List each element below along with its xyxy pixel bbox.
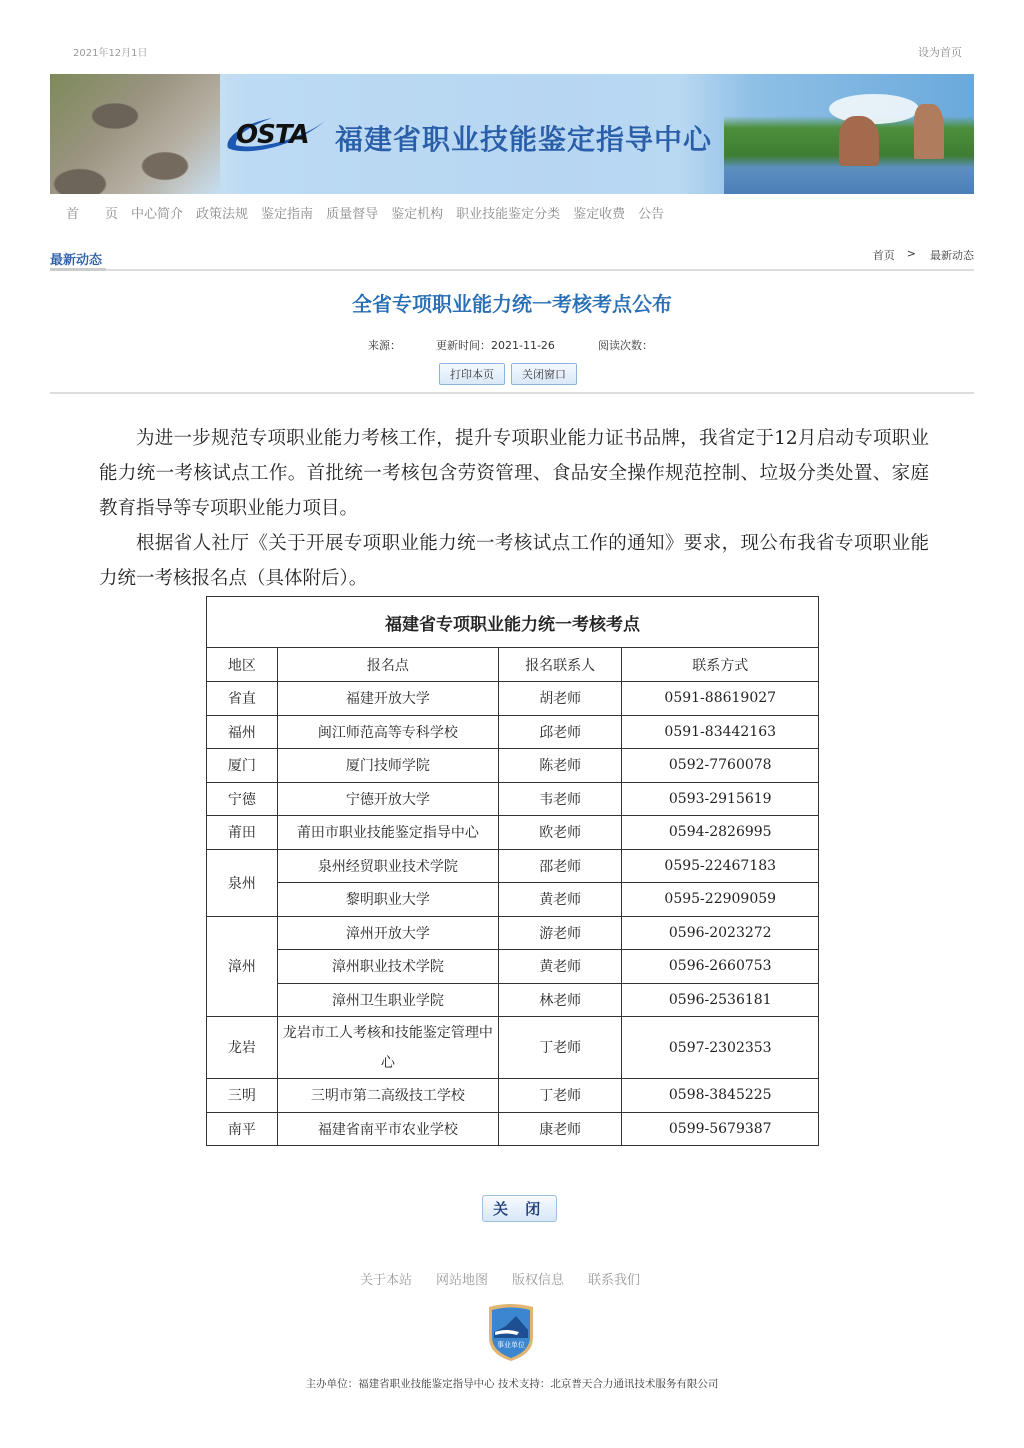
badge-text: 事业单位 bbox=[497, 1341, 525, 1349]
article-read-count: 阅读次数： bbox=[598, 339, 653, 352]
contact-cell: 黄老师 bbox=[498, 950, 622, 984]
phone-cell: 0596-2660753 bbox=[622, 950, 819, 984]
region-cell: 漳州 bbox=[207, 916, 278, 1017]
contact-cell: 康老师 bbox=[498, 1112, 622, 1146]
main-nav bbox=[66, 203, 677, 222]
phone-cell: 0596-2023272 bbox=[622, 916, 819, 950]
contact-cell: 游老师 bbox=[498, 916, 622, 950]
breadcrumb bbox=[873, 247, 974, 263]
contact-cell: 林老师 bbox=[498, 983, 622, 1017]
site-cell: 龙岩市工人考核和技能鉴定管理中心 bbox=[277, 1017, 498, 1079]
phone-cell: 0591-83442163 bbox=[622, 715, 819, 749]
nav-item-institutions[interactable]: 鉴定机构 bbox=[391, 207, 444, 222]
exam-sites-table bbox=[206, 596, 819, 1146]
osta-logo: OSTA bbox=[236, 120, 309, 150]
column-header: 联系方式 bbox=[622, 648, 819, 682]
article-paragraph: 根据省人社厅《关于开展专项职业能力统一考核试点工作的通知》要求，现公布我省专项职业能力统一考核报名点（具体附后）。 bbox=[99, 533, 929, 589]
nav-item-quality[interactable]: 质量督导 bbox=[326, 207, 379, 222]
region-cell: 龙岩 bbox=[207, 1017, 278, 1079]
table-row bbox=[207, 715, 819, 749]
region-cell: 三明 bbox=[207, 1079, 278, 1113]
phone-cell: 0598-3845225 bbox=[622, 1079, 819, 1113]
region-cell: 南平 bbox=[207, 1112, 278, 1146]
site-cell: 福建省南平市农业学校 bbox=[277, 1112, 498, 1146]
contact-cell: 韦老师 bbox=[498, 782, 622, 816]
article-title: 全省专项职业能力统一考核考点公布 bbox=[352, 292, 672, 316]
set-home-link[interactable]: 设为首页 bbox=[918, 46, 962, 59]
contact-cell: 陈老师 bbox=[498, 749, 622, 783]
breadcrumb-current[interactable]: 最新动态 bbox=[930, 249, 974, 262]
print-button[interactable]: 打印本页 bbox=[439, 363, 505, 385]
site-cell: 厦门技师学院 bbox=[277, 749, 498, 783]
table-row bbox=[207, 849, 819, 883]
phone-cell: 0594-2826995 bbox=[622, 816, 819, 850]
site-cell: 三明市第二高级技工学校 bbox=[277, 1079, 498, 1113]
footer-link-contact[interactable]: 联系我们 bbox=[588, 1273, 641, 1288]
site-cell: 宁德开放大学 bbox=[277, 782, 498, 816]
nav-item-fees[interactable]: 鉴定收费 bbox=[573, 207, 626, 222]
section-divider bbox=[50, 269, 974, 271]
contact-cell: 胡老师 bbox=[498, 682, 622, 716]
site-cell: 黎明职业大学 bbox=[277, 883, 498, 917]
public-institution-badge-icon[interactable] bbox=[486, 1302, 536, 1362]
column-header: 地区 bbox=[207, 648, 278, 682]
article-paragraph: 为进一步规范专项职业能力考核工作，提升专项职业能力证书品牌，我省定于12月启动专项职业能力统一考核试点工作。首批统一考核包含劳资管理、食品安全操作规范控制、垃圾分类处置、家庭教育指导等专项职业能力项目。 bbox=[99, 428, 929, 519]
article-body bbox=[99, 421, 929, 596]
column-header: 报名联系人 bbox=[498, 648, 622, 682]
phone-cell: 0595-22467183 bbox=[622, 849, 819, 883]
table-row bbox=[207, 782, 819, 816]
article-actions bbox=[439, 363, 577, 385]
footer-link-about[interactable]: 关于本站 bbox=[360, 1273, 413, 1288]
contact-cell: 邵老师 bbox=[498, 849, 622, 883]
table-row bbox=[207, 883, 819, 917]
site-cell: 闽江师范高等专科学校 bbox=[277, 715, 498, 749]
region-cell: 省直 bbox=[207, 682, 278, 716]
phone-cell: 0597-2302353 bbox=[622, 1017, 819, 1079]
chevron-right-icon: > bbox=[906, 247, 916, 260]
phone-cell: 0592-7760078 bbox=[622, 749, 819, 783]
region-cell: 宁德 bbox=[207, 782, 278, 816]
breadcrumb-home[interactable]: 首页 bbox=[872, 249, 895, 262]
column-header: 报名点 bbox=[277, 648, 498, 682]
section-title: 最新动态 bbox=[50, 253, 103, 268]
nav-item-policy[interactable]: 政策法规 bbox=[196, 207, 249, 222]
contact-cell: 丁老师 bbox=[498, 1017, 622, 1079]
table-row bbox=[207, 682, 819, 716]
site-cell: 漳州卫生职业学院 bbox=[277, 983, 498, 1017]
table-row bbox=[207, 950, 819, 984]
region-cell: 厦门 bbox=[207, 749, 278, 783]
close-button[interactable]: 关 闭 bbox=[482, 1195, 557, 1222]
table-row bbox=[207, 1112, 819, 1146]
rock-shape bbox=[914, 104, 944, 159]
footer-links bbox=[360, 1269, 640, 1288]
nav-item-notice[interactable]: 公告 bbox=[638, 207, 665, 222]
table-row bbox=[207, 1079, 819, 1113]
table-row bbox=[207, 749, 819, 783]
section-title-underline bbox=[50, 268, 106, 271]
tulou-photo bbox=[50, 74, 220, 194]
nav-item-guide[interactable]: 鉴定指南 bbox=[261, 207, 314, 222]
article-updated: 更新时间：2021-11-26 bbox=[436, 339, 555, 352]
nav-item-home[interactable]: 首 页 bbox=[66, 207, 119, 222]
table-row bbox=[207, 1017, 819, 1079]
footer-link-copyright[interactable]: 版权信息 bbox=[512, 1273, 565, 1288]
article-meta bbox=[368, 337, 653, 353]
site-cell: 漳州职业技术学院 bbox=[277, 950, 498, 984]
rock-shape bbox=[839, 116, 879, 166]
cloud-shape bbox=[829, 94, 919, 124]
phone-cell: 0599-5679387 bbox=[622, 1112, 819, 1146]
top-date: 2021年12月1日 bbox=[73, 48, 148, 59]
nav-item-about[interactable]: 中心简介 bbox=[131, 207, 184, 222]
site-cell: 莆田市职业技能鉴定指导中心 bbox=[277, 816, 498, 850]
phone-cell: 0593-2915619 bbox=[622, 782, 819, 816]
nav-item-classification[interactable]: 职业技能鉴定分类 bbox=[456, 207, 561, 222]
phone-cell: 0596-2536181 bbox=[622, 983, 819, 1017]
phone-cell: 0595-22909059 bbox=[622, 883, 819, 917]
article-source: 来源： bbox=[368, 339, 401, 352]
table-row bbox=[207, 916, 819, 950]
site-cell: 福建开放大学 bbox=[277, 682, 498, 716]
phone-cell: 0591-88619027 bbox=[622, 682, 819, 716]
contact-cell: 邱老师 bbox=[498, 715, 622, 749]
contact-cell: 黄老师 bbox=[498, 883, 622, 917]
region-cell: 福州 bbox=[207, 715, 278, 749]
close-window-button[interactable]: 关闭窗口 bbox=[511, 363, 577, 385]
article-divider bbox=[50, 392, 974, 394]
footer-info: 主办单位：福建省职业技能鉴定指导中心 技术支持：北京普天合力通讯技术服务有限公司 bbox=[305, 1378, 719, 1390]
region-cell: 泉州 bbox=[207, 849, 278, 916]
table-header-row bbox=[207, 648, 819, 682]
contact-cell: 丁老师 bbox=[498, 1079, 622, 1113]
site-title: 福建省职业技能鉴定指导中心 bbox=[335, 123, 713, 156]
region-cell: 莆田 bbox=[207, 816, 278, 850]
table-row bbox=[207, 983, 819, 1017]
table-caption: 福建省专项职业能力统一考核考点 bbox=[207, 597, 819, 648]
table-row bbox=[207, 816, 819, 850]
site-cell: 漳州开放大学 bbox=[277, 916, 498, 950]
site-banner bbox=[50, 74, 974, 194]
footer-link-sitemap[interactable]: 网站地图 bbox=[436, 1273, 489, 1288]
contact-cell: 欧老师 bbox=[498, 816, 622, 850]
site-cell: 泉州经贸职业技术学院 bbox=[277, 849, 498, 883]
